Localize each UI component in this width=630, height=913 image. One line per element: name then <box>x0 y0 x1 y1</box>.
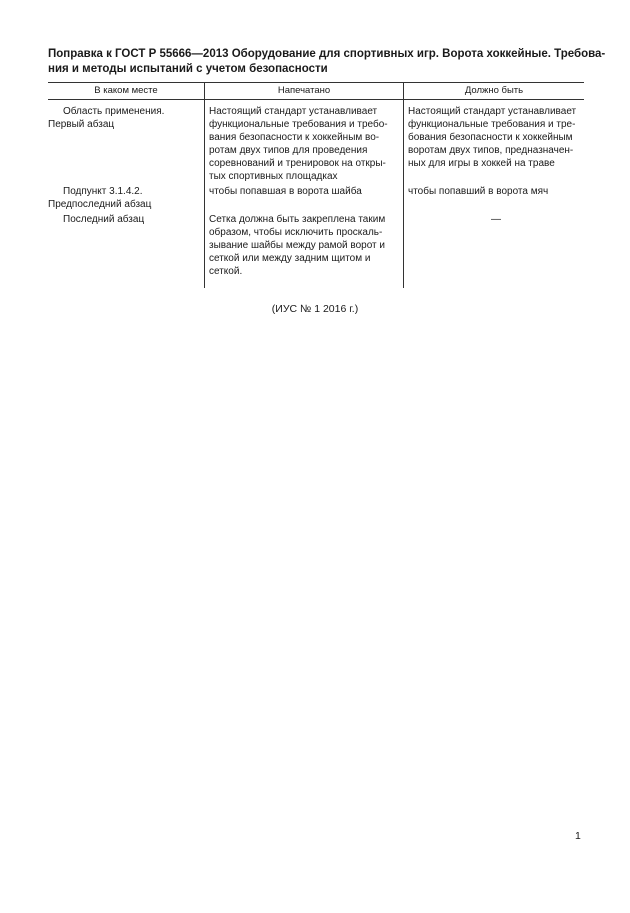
header-place: В каком месте <box>94 85 158 96</box>
cell-line: бования безопасности к хоккейным <box>408 132 573 143</box>
cell-line: Первый абзац <box>48 119 115 130</box>
cell-line: соревнований и тренировок на откры- <box>209 158 386 169</box>
table-row-printed <box>209 185 397 198</box>
header-should-be: Должно быть <box>464 85 524 96</box>
cell-line: ных для игры в хоккей на траве <box>408 158 555 169</box>
cell-line: сеткой. <box>209 266 243 277</box>
header-bottom-border <box>48 99 584 100</box>
table-row-place <box>48 213 198 226</box>
cell-line: функциональные требования и требо- <box>209 119 388 130</box>
cell-line: функциональные требования и тре- <box>408 119 576 130</box>
cell-line: вания безопасности к хоккейным во- <box>209 132 380 143</box>
cell-line: чтобы попавший в ворота мяч <box>408 186 549 197</box>
cell-line: воротам двух типов, предназначен- <box>408 145 574 156</box>
table-row-printed <box>209 213 397 278</box>
table-row-should-be <box>408 105 584 170</box>
table-row-place <box>48 105 198 131</box>
cell-line: Область применения. <box>63 106 165 117</box>
table-row-place <box>48 185 198 211</box>
header-printed: Напечатано <box>277 85 331 96</box>
column-divider <box>403 82 404 288</box>
cell-line: тых спортивных площадках <box>209 171 338 182</box>
cell-line: Предпоследний абзац <box>48 199 152 210</box>
column-divider <box>204 82 205 288</box>
page-number: 1 <box>575 830 581 842</box>
cell-line: Сетка должна быть закреплена таким <box>209 214 386 225</box>
issue-reference: (ИУС № 1 2016 г.) <box>271 303 359 315</box>
title-line: Поправка к ГОСТ Р 55666—2013 Оборудование для спортивных игр. Ворота хоккейные. Требова- <box>48 48 606 60</box>
cell-line: ротам двух типов для проведения <box>209 145 368 156</box>
cell-line: сеткой или между задним щитом и <box>209 253 371 264</box>
cell-line: Последний абзац <box>63 214 145 225</box>
table-row-should-be <box>408 185 584 198</box>
cell-line: — <box>491 214 501 225</box>
title-line: ния и методы испытаний с учетом безопасности <box>48 63 328 75</box>
table-row-printed <box>209 105 397 183</box>
cell-line: образом, чтобы исключить проскаль- <box>209 227 383 238</box>
cell-line: Настоящий стандарт устанавливает <box>209 106 378 117</box>
cell-line: Настоящий стандарт устанавливает <box>408 106 577 117</box>
table-row-should-be <box>408 213 584 226</box>
document-title <box>48 47 606 77</box>
table-top-border <box>48 82 584 83</box>
cell-line: Подпункт 3.1.4.2. <box>63 186 143 197</box>
cell-line: зывание шайбы между рамой ворот и <box>209 240 386 251</box>
cell-line: чтобы попавшая в ворота шайба <box>209 186 362 197</box>
